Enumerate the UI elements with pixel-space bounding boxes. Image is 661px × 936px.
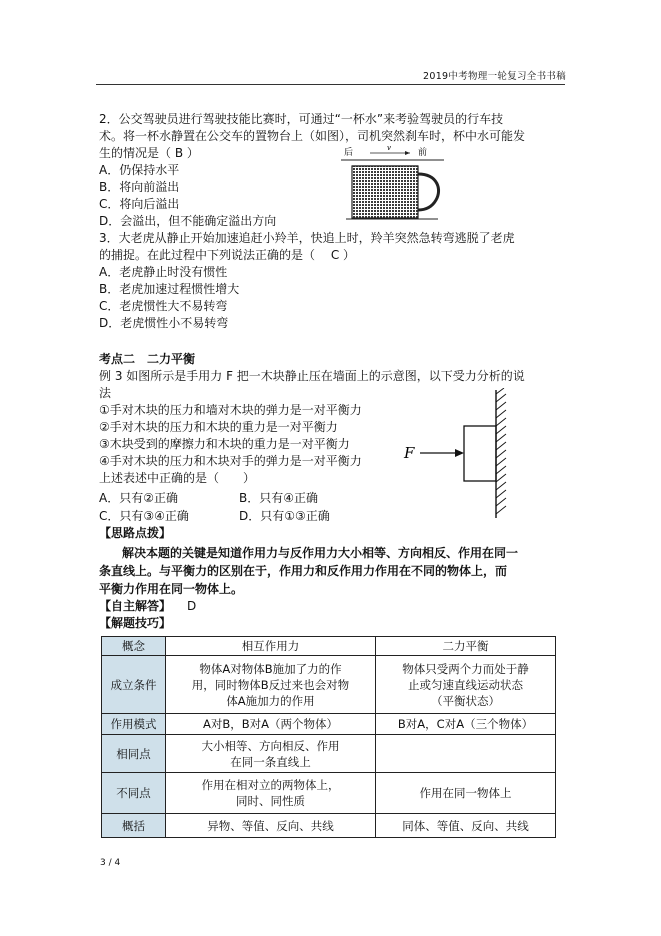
table-cell: 物体只受两个力而处于静 止或匀速直线运动状态 （平衡状态） — [376, 656, 556, 714]
page-number: 3 / 4 — [100, 858, 121, 868]
velocity-arrow-head — [405, 151, 410, 155]
header-title: 2019中考物理一轮复习全书书稿 — [423, 71, 566, 82]
table-cell: B对A，C对A（三个物体） — [376, 714, 556, 735]
table-cell: 同体、等值、反向、共线 — [376, 814, 556, 838]
cup-water — [352, 166, 418, 218]
label-back: 后 — [344, 148, 354, 158]
statement-4: ④手对木块的压力和木块对手的弹力是一对平衡力 — [99, 454, 362, 468]
table-row — [102, 814, 556, 838]
example3-line-2: 法 — [99, 386, 112, 400]
answer-value: D — [187, 599, 197, 613]
table-row — [102, 735, 556, 773]
q2-option-d: D．会溢出，但不能确定溢出方向 — [99, 214, 277, 228]
comparison-table — [101, 636, 556, 838]
wall-hatching — [496, 388, 506, 514]
table-cell: A对B，B对A（两个物体） — [166, 714, 376, 735]
analysis-line-1: 解决本题的关键是知道作用力与反作用力大小相等、方向相反、作用在同一 — [122, 546, 519, 560]
table-cell: 异物、等值、反向、共线 — [166, 814, 376, 838]
q2-option-c: C．将向后溢出 — [99, 197, 180, 211]
table-header-cell: 二力平衡 — [376, 637, 556, 656]
tips-heading: 【解题技巧】 — [99, 616, 172, 630]
example3-line-1: 例 3 如图所示是手用力 F 把一木块静止压在墙面上的示意图，以下受力分析的说 — [99, 369, 525, 383]
row-label: 作用模式 — [102, 714, 166, 735]
example3-option-b: B．只有④正确 — [239, 491, 318, 505]
label-front: 前 — [418, 148, 428, 158]
row-label: 成立条件 — [102, 656, 166, 714]
statement-3: ③木块受到的摩擦力和木块的重力是一对平衡力 — [99, 437, 350, 451]
q3-option-c: C．老虎惯性大不易转弯 — [99, 299, 228, 313]
row-label: 概括 — [102, 814, 166, 838]
header-divider — [96, 84, 565, 85]
table-cell: 作用在同一物体上 — [376, 773, 556, 814]
answer-heading: 【自主解答】 — [99, 599, 172, 613]
example3-option-a: A．只有②正确 — [99, 491, 178, 505]
table-header-cell: 概念 — [102, 637, 166, 656]
force-label: F — [404, 444, 415, 462]
q2-line-3: 生的情况是（ B ） — [99, 146, 199, 160]
cup-handle — [418, 174, 439, 210]
statement-2: ②手对木块的压力和木块的重力是一对平衡力 — [99, 420, 338, 434]
statement-1: ①手对木块的压力和墙对木块的弹力是一对平衡力 — [99, 403, 362, 417]
cup-of-water-figure — [338, 144, 450, 224]
wood-block — [464, 426, 496, 481]
q2-line-1: 2．公交驾驶员进行驾驶技能比赛时，可通过“一杯水”来考验驾驶员的行车技 — [99, 112, 504, 126]
q3-option-a: A．老虎静止时没有惯性 — [99, 265, 228, 279]
table-row — [102, 773, 556, 814]
force-arrow-head — [455, 449, 464, 457]
table-cell: 大小相等、方向相反、作用 在同一条直线上 — [166, 735, 376, 773]
row-label: 相同点 — [102, 735, 166, 773]
analysis-heading: 【思路点拨】 — [99, 526, 172, 540]
table-cell: 物体A对物体B施加了力的作 用，同时物体B反过来也会对物 体A施加力的作用 — [166, 656, 376, 714]
force-block-wall-figure — [402, 388, 512, 520]
label-velocity: v — [387, 144, 391, 152]
q2-option-b: B．将向前溢出 — [99, 180, 180, 194]
q2-option-a: A．仍保持水平 — [99, 163, 180, 177]
analysis-line-3: 平衡力作用在同一物体上。 — [99, 582, 244, 596]
q3-line-1: 3．大老虎从静止开始加速追赶小羚羊，快追上时，羚羊突然急转弯逃脱了老虎 — [99, 231, 515, 245]
table-cell-empty — [376, 735, 556, 773]
q3-option-b: B．老虎加速过程惯性增大 — [99, 282, 240, 296]
table-cell: 作用在相对立的两物体上， 同时、同性质 — [166, 773, 376, 814]
q3-option-d: D．老虎惯性小不易转弯 — [99, 316, 229, 330]
row-label: 不同点 — [102, 773, 166, 814]
table-row — [102, 656, 556, 714]
table-header-row — [102, 637, 556, 656]
table-row — [102, 714, 556, 735]
analysis-line-2: 条直线上。与平衡力的区别在于，作用力和反作用力作用在不同的物体上，而 — [99, 564, 508, 578]
example3-option-d: D．只有①③正确 — [239, 509, 330, 523]
q3-line-2: 的捕捉。在此过程中下列说法正确的是（ C ） — [99, 248, 356, 262]
table-header-cell: 相互作用力 — [166, 637, 376, 656]
q2-line-2: 术。将一杯水静置在公交车的置物台上（如图），司机突然刹车时，杯中水可能发 — [99, 129, 526, 143]
section-title: 考点二 二力平衡 — [99, 352, 196, 366]
example3-option-c: C．只有③④正确 — [99, 509, 189, 523]
example3-question: 上述表述中正确的是（ ） — [99, 471, 256, 485]
